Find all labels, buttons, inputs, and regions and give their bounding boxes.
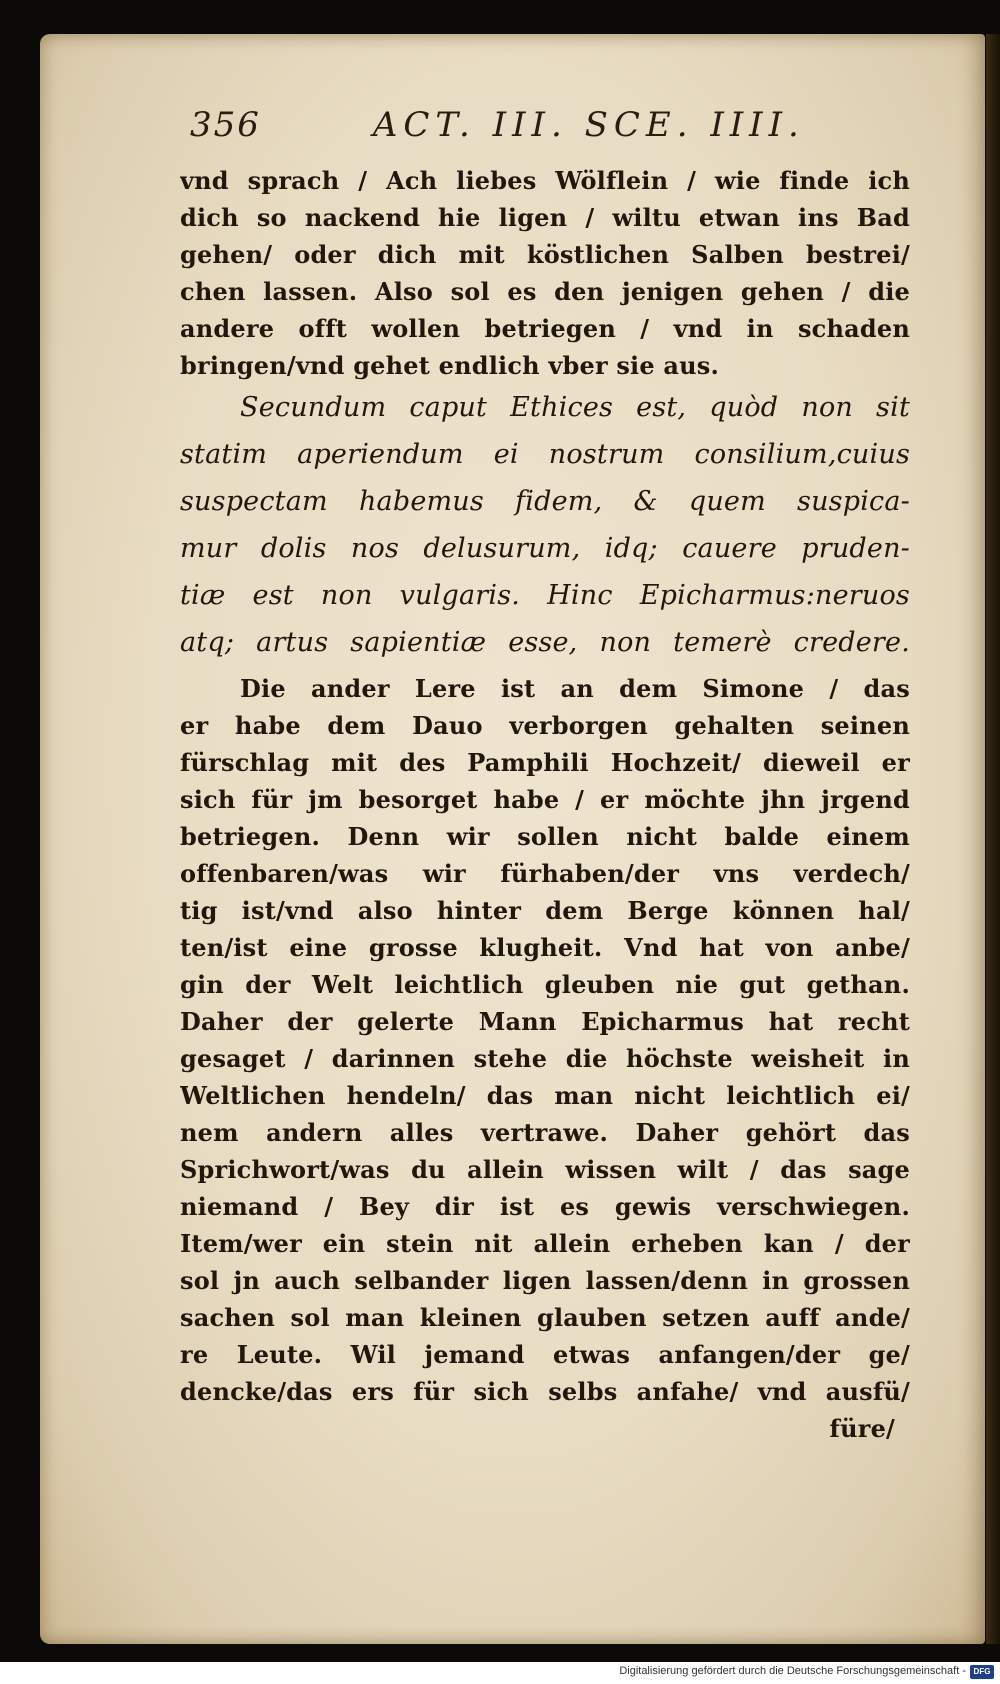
german-paragraph-2 [180,670,910,1447]
text-line: Secundum caput Ethices est, quòd non sit [240,392,910,423]
text-line: niemand / Bey dir ist es gewis verschwiegen. [180,1192,910,1221]
text-line: gesaget / darinnen stehe die höchste weisheit in [180,1044,910,1073]
text-line: bringen/vnd gehet endlich vber sie aus. [180,351,720,380]
dfg-logo: DFG [970,1665,994,1679]
text-line: sich für jm besorget habe / er möchte jhn jrgend [180,785,910,814]
text-line: er habe dem Dauo verborgen gehalten seinen [180,711,910,740]
body-text [180,162,910,1447]
catchword: füre/ [829,1414,895,1443]
text-line: statim aperiendum ei nostrum consilium,cuius [180,439,910,470]
text-line: atq; artus sapientiæ esse, non temerè credere. [180,627,910,658]
text-line: tig ist/vnd also hinter dem Berge können hal/ [180,896,910,925]
text-line: Daher der gelerte Mann Epicharmus hat recht [180,1007,910,1036]
text-line: Sprichwort/was du allein wissen wilt / das sage [180,1155,910,1184]
text-line: fürschlag mit des Pamphili Hochzeit/ dieweil er [180,748,910,777]
text-line: suspectam habemus fidem, & quem suspica- [180,486,910,517]
text-line: gin der Welt leichtlich gleuben nie gut gethan. [180,970,910,999]
footer-bar [0,1662,1000,1684]
text-line: sachen sol man kleinen glauben setzen auff ande/ [180,1303,910,1332]
text-line: tiæ est non vulgaris. Hinc Epicharmus:neruos [180,580,910,611]
text-line: Die ander Lere ist an dem Simone / das [240,674,910,703]
text-line: vnd sprach / Ach liebes Wölflein / wie finde ich [180,166,910,195]
text-line: chen lassen. Also sol es den jenigen gehen / die [180,277,910,306]
text-line: sol jn auch selbander ligen lassen/denn in grossen [180,1266,910,1295]
text-line: nem andern alles vertrawe. Daher gehört das [180,1118,910,1147]
text-line: dich so nackend hie ligen / wiltu etwan ins Bad [180,203,910,232]
german-paragraph-1 [180,162,910,384]
text-line: dencke/das ers für sich selbs anfahe/ vnd ausfü/ [180,1377,910,1406]
text-line: Item/wer ein stein nit allein erheben kan / der [180,1229,910,1258]
text-line: re Leute. Wil jemand etwas anfangen/der ge/ [180,1340,910,1369]
running-head [190,105,910,157]
text-line: betriegen. Denn wir sollen nicht balde einem [180,822,910,851]
text-line: mur dolis nos delusurum, idq; cauere pruden- [180,533,910,564]
text-line: offenbaren/was wir fürhaben/der vns verdech/ [180,859,910,888]
latin-paragraph [180,384,910,666]
page-number: 356 [190,105,261,145]
text-line: andere offt wollen betriegen / vnd in schaden [180,314,910,343]
text-line: ten/ist eine grosse klugheit. Vnd hat von anbe/ [180,933,910,962]
funding-credit: Digitalisierung gefördert durch die Deutsche Forschungsgemeinschaft - [619,1665,966,1677]
text-line: gehen/ oder dich mit köstlichen Salben bestrei/ [180,240,910,269]
page-edge [986,34,1000,1644]
text-line: Weltlichen hendeln/ das man nicht leichtlich ei/ [180,1081,910,1110]
act-scene-heading: ACT. III. SCE. IIII. [372,105,805,145]
